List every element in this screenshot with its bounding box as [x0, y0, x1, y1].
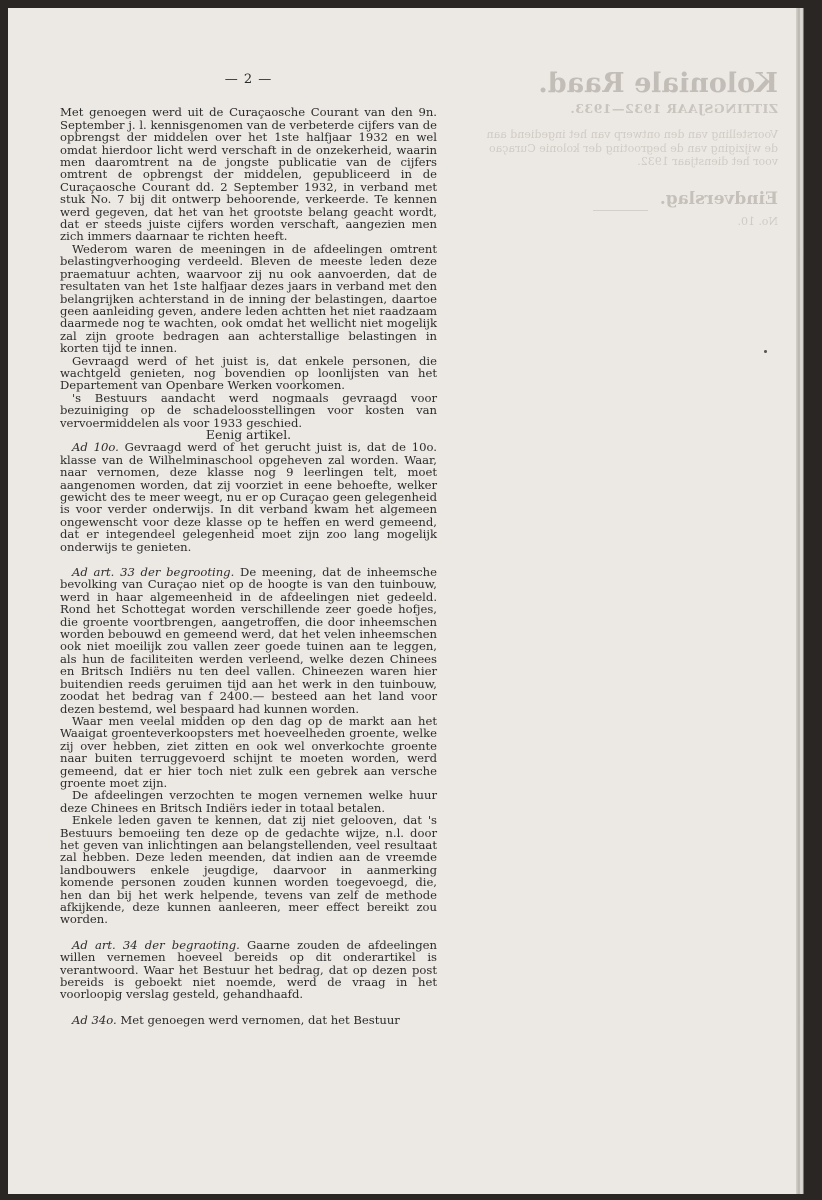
section-paragraph [60, 939, 437, 1001]
section-text: Gevraagd werd of het gerucht juist is, dat de 10o. klasse van de Wilhelminaschool opgeheven zal worden. Waar, naar vernomen, deze klasse nog 9 leerlingen telt, moet aangenomen worden, dat zij voorziet in eene behoefte, welker gewicht des te meer weegt, nu er op Curaçao geen gelegenheid is voor verder onderwijs. In dit verband kwam het algemeen ongewenscht voor deze klasse op te heffen en werd gemeend, dat er integendeel gelegenheid moet zijn zoo lang mogelijk onderwijs te genieten. [60, 440, 437, 554]
bleed-through-text [478, 68, 778, 228]
paragraph: Met genoegen werd uit de Curaçaosche Courant van den 9n. September j. l. kennisgenomen van de verbeterde cijfers van de opbrengst der middelen over het 1ste halfjaar 1932 en wel omdat hierdoor licht werd verschaft in de onzekerheid, waarin men daaromtrent na de jongste publicatie van de cijfers omtrent de opbrengst der middelen, gepubliceerd in de Curaçaosche Courant dd. 2 September 1932, in verband met stuk No. 7 bij dit ontwerp behoorende, verkeerde. Te kennen werd gegeven, dat het van het grootste belang geacht wordt, dat er steeds juiste cijfers worden verschaft, aangezien men zich immers daarnaar te richten heeft. [60, 105, 437, 244]
bleed-through-number: No. 10. [737, 214, 778, 228]
section-heading: Eenig artikel. [205, 426, 292, 442]
section-lead: Ad 10o. [72, 440, 119, 455]
section-lead: Ad art. 33 der begrooting. [72, 565, 235, 580]
binding-edge [803, 8, 804, 1194]
paragraph: Enkele leden gaven te kennen, dat zij niet gelooven, dat 's Bestuurs bemoeiing ten deze op de gedachte wijze, n.l. door het geven van inlichtingen aan belangstellenden, veel resultaat zal hebben. Deze leden meenden, dat indien aan de vreemde landbouwers enkele jeugdige, daarvoor in aanmerking komende personen zouden kunnen worden toegevoegd, die, hen dan bij het werk helpende, tevens van zelf de methode afkijkende, deze kunnen aanleeren, meer effect bereikt zou worden. [60, 813, 437, 927]
document-page [8, 8, 804, 1194]
paragraph: Gevraagd werd of het juist is, dat enkele personen, die wachtgeld genieten, nog bovendien op loonlijsten van het Departement van Openbare Werken voorkomen. [60, 353, 437, 393]
bleed-through-title: Koloniale Raad. [538, 68, 778, 99]
paragraph: Waar men veelal midden op den dag op de markt aan het Waaigat groenteverkoopsters met hoeveelheden groente, welke zij over hebben, ziet zitten en ook wel onverkochte groente naar buiten terruggevoerd schijnt te moeten worden, werd gemeend, dat er hier toch niet zulk een gebrek aan versche groente moet zijn. [60, 713, 437, 790]
section-text: Gaarne zouden de afdeelingen willen vernemen hoeveel bereids op dit onderartikel is verantwoord. Waar het Bestuur het bedrag, dat op dezen post bereids is geboekt niet noemde, werd de vraag in het voorloopig verslag gesteld, gehandhaafd. [60, 937, 437, 1002]
bleed-through-session: ZITTINGSJAAR 1932—1933. [569, 101, 778, 116]
section-text: De meening, dat de inheemsche bevolking van Curaçao niet op de hoogte is van den tuinbouw, werd in haar algemeenheid in de afdeelingen niet gedeeld. Rond het Schottegat worden verschillende zeer goede hofjes, die groente voortbrengen, aangetroffen, die door inheemschen worden bebouwd en gemeend werd, dat het velen inheemschen ook niet moeilijk zou vallen zeer goede tuinen aan te leggen, als hun de faciliteiten werden verleend, welke dezen Chinees en Britsch Indiërs nu ten deel vallen. Chineezen waren hier buitendien reeds geruimen tijd aan het werk in den tuinbouw, zoodat het bedrag van f 2400.— besteed aan het land voor dezen bestemd, wel bespaard had kunnen worden. [60, 565, 438, 716]
bleed-through-body: Voorstelling van den ontwerp van het ingediend aan de wijziging van de begrooting der kolonie Curaçao voor het dienstjaar 1932. [486, 128, 778, 168]
section-lead: Ad 34o. [72, 1012, 117, 1027]
section-paragraph [60, 441, 437, 553]
paragraph: De afdeelingen verzochten te mogen vernemen welke huur deze Chinees en Britsch Indiërs ieder in totaal betalen. [60, 788, 437, 815]
section-paragraph [60, 566, 437, 715]
page-number: — 2 — [224, 72, 273, 87]
section-text: Met genoegen werd vernomen, dat het Bestuur [120, 1012, 400, 1027]
section-lead: Ad art. 34 der begraoting. [72, 937, 240, 952]
paragraph: 's Bestuurs aandacht werd nogmaals gevraagd voor bezuiniging op de schadeloosstellingen voor kosten van vervoermiddelen als voor 1933 geschied. [60, 390, 437, 430]
text-column [60, 74, 437, 1026]
ink-spot [764, 350, 767, 353]
section-paragraph [60, 1014, 437, 1026]
paragraph: Wederom waren de meeningen in de afdeelingen omtrent belastingverhooging verdeeld. Bleven de meeste leden deze praematuur achten, waarvoor zij nu ook aanvoerden, dat de resultaten van het 1ste halfjaar dezes jaars in verband met den belangrijken achterstand in de inning der belastingen, daartoe geen aanleiding geven, andere leden achtten het niet raadzaam daarmede nog te wachten, ook omdat het wellicht niet mogelijk zal zijn groote bedragen aan achterstallige belastingen in korten tijd te innen. [60, 241, 437, 356]
bleed-through-report: Eindverslag. [659, 188, 778, 209]
bleed-through-rule [593, 210, 648, 211]
